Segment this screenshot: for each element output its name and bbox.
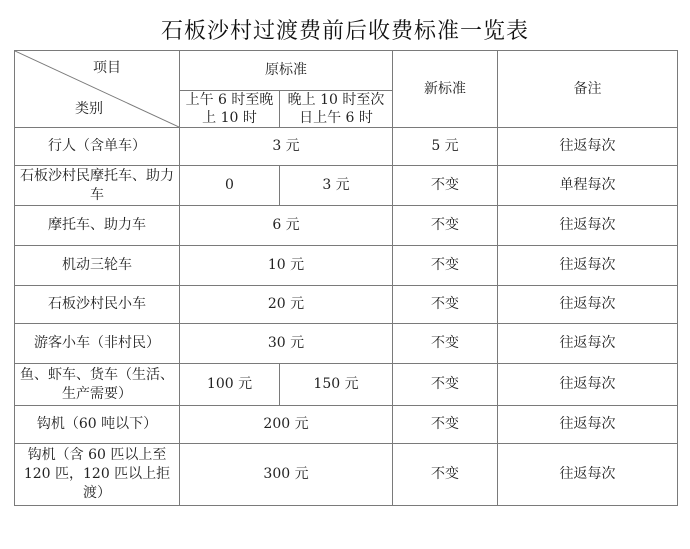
row-note: 往返每次: [498, 324, 678, 364]
row-new-fee: 不变: [393, 246, 498, 286]
row-original-fee: 6 元: [180, 206, 393, 246]
row-note: 单程每次: [498, 166, 678, 206]
row-day-fee: 0: [180, 166, 280, 206]
row-category: 钩机（60 吨以下）: [15, 406, 180, 444]
table-row: [15, 444, 678, 506]
row-original-fee: 30 元: [180, 324, 393, 364]
row-note: 往返每次: [498, 286, 678, 324]
row-category: 钩机（含 60 匹以上至 120 匹，120 匹以上拒渡）: [15, 444, 180, 506]
row-note: 往返每次: [498, 406, 678, 444]
table-row: [15, 286, 678, 324]
row-night-fee: 3 元: [280, 166, 393, 206]
row-category: 石板沙村民小车: [15, 286, 180, 324]
header-item-label: 项目: [93, 60, 121, 76]
row-note: 往返每次: [498, 444, 678, 506]
row-original-fee: 300 元: [180, 444, 393, 506]
row-note: 往返每次: [498, 206, 678, 246]
header-original-standard: 原标准: [180, 51, 393, 91]
table-row: [15, 246, 678, 286]
table-row: [15, 406, 678, 444]
header-new-standard: 新标准: [393, 51, 498, 128]
row-new-fee: 不变: [393, 166, 498, 206]
row-category: 摩托车、助力车: [15, 206, 180, 246]
row-category: 石板沙村民摩托车、助力车: [15, 166, 180, 206]
row-new-fee: 不变: [393, 324, 498, 364]
row-day-fee: 100 元: [180, 364, 280, 406]
row-new-fee: 不变: [393, 364, 498, 406]
header-night-period: 晚上 10 时至次日上午 6 时: [280, 91, 393, 128]
fee-table: [14, 50, 678, 506]
header-category-label: 类别: [75, 101, 103, 117]
row-new-fee: 不变: [393, 444, 498, 506]
row-category: 机动三轮车: [15, 246, 180, 286]
header-note: 备注: [498, 51, 678, 128]
diagonal-header-cell: [15, 51, 180, 128]
row-category: 行人（含单车）: [15, 128, 180, 166]
table-row: [15, 128, 678, 166]
table-row: [15, 324, 678, 364]
table-row: [15, 364, 678, 406]
row-new-fee: 不变: [393, 286, 498, 324]
row-category: 游客小车（非村民）: [15, 324, 180, 364]
row-new-fee: 不变: [393, 206, 498, 246]
row-original-fee: 200 元: [180, 406, 393, 444]
row-night-fee: 150 元: [280, 364, 393, 406]
row-original-fee: 10 元: [180, 246, 393, 286]
row-note: 往返每次: [498, 128, 678, 166]
table-row: [15, 206, 678, 246]
row-note: 往返每次: [498, 246, 678, 286]
header-row-top: [15, 51, 678, 91]
table-title: 石板沙村过渡费前后收费标准一览表: [160, 19, 529, 44]
row-new-fee: 不变: [393, 406, 498, 444]
header-day-period: 上午 6 时至晚上 10 时: [180, 91, 280, 128]
table-row: [15, 166, 678, 206]
row-original-fee: 3 元: [180, 128, 393, 166]
row-note: 往返每次: [498, 364, 678, 406]
row-original-fee: 20 元: [180, 286, 393, 324]
row-category: 鱼、虾车、货车（生活、生产需要）: [15, 364, 180, 406]
row-new-fee: 5 元: [393, 128, 498, 166]
